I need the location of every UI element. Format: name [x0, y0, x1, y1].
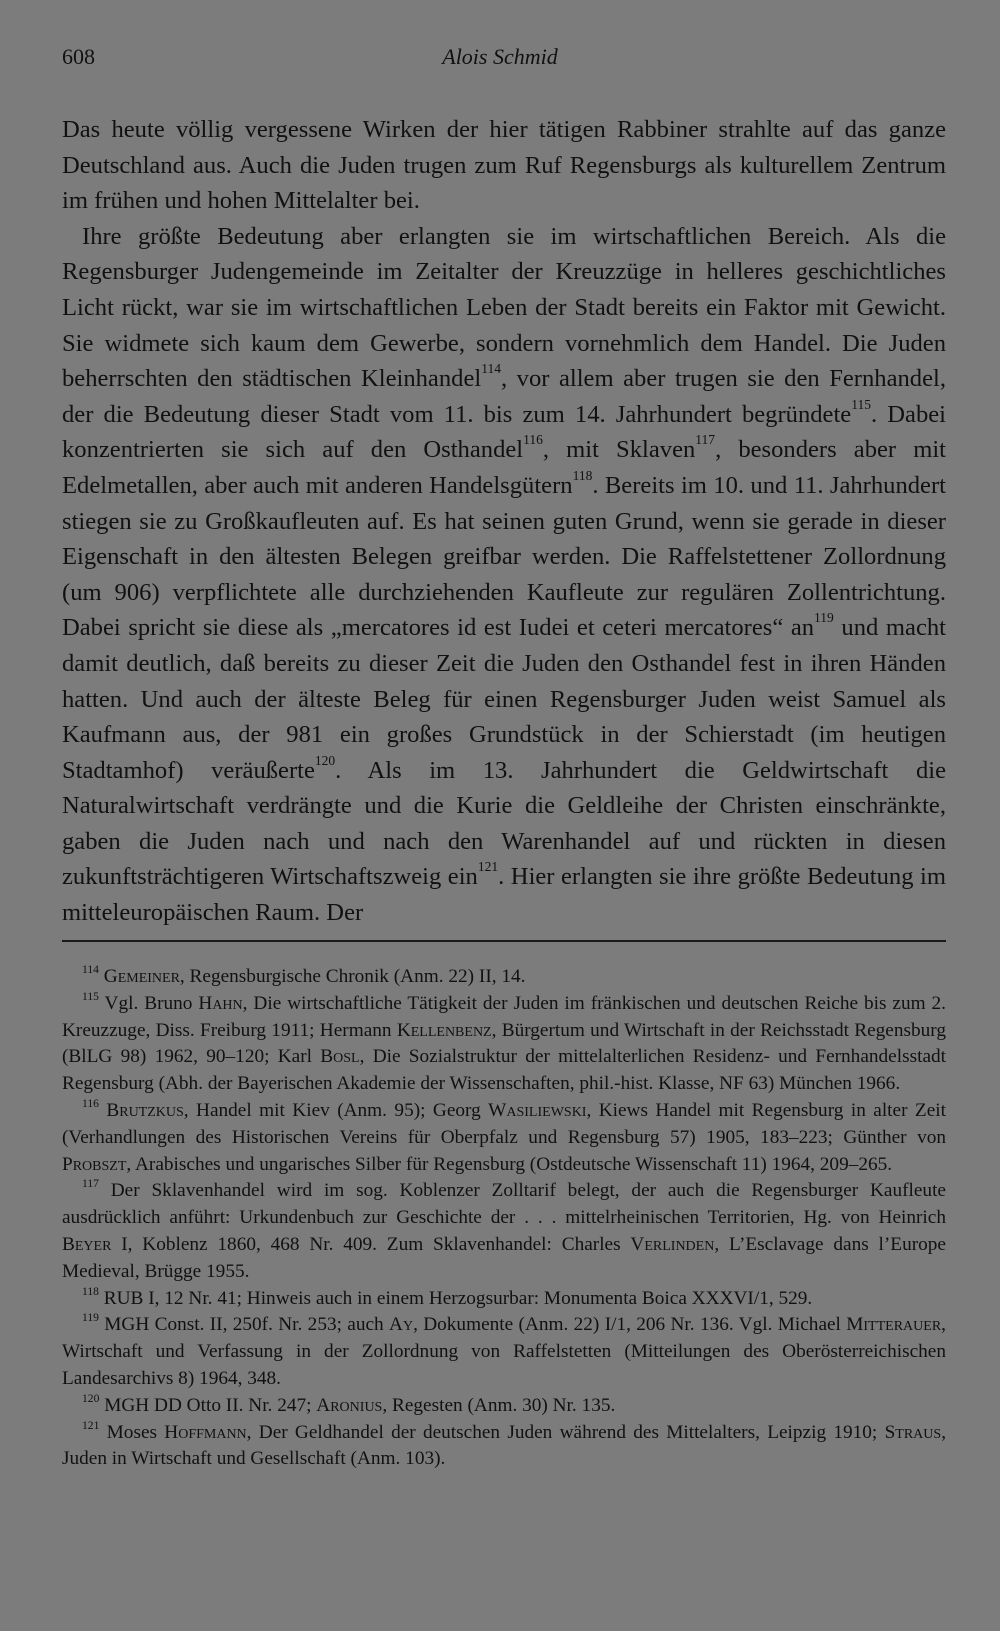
- text-run: , Regesten (Anm. 30) Nr. 135.: [382, 1394, 616, 1416]
- footnote: [62, 1178, 946, 1285]
- footnote-ref: 120: [314, 752, 336, 768]
- footnote: [62, 1098, 946, 1178]
- author-name: Ay: [389, 1314, 414, 1336]
- text-run: , Juden in Wirtschaft und Gesellschaft (Anm. 103).: [62, 1421, 947, 1470]
- text-run: , Wirtschaft und Verfassung in der Zollordnung von Raffelstetten (Mitteilungen des Oberösterreichischen Landesarchivs 8) 1964, 348.: [62, 1314, 946, 1389]
- author-name: Hoffmann: [164, 1421, 247, 1443]
- text-run: , Kiews Handel mit Regensburg in alter Zeit (Verhandlungen des Historischen Vereins für Oberpfalz und Regensburg 57) 1905, 183–223; Günther von: [62, 1099, 946, 1148]
- author-name: Probszt: [62, 1153, 127, 1175]
- footnote-number: 114: [82, 962, 99, 976]
- main-text: [62, 112, 946, 931]
- footnote-divider: [62, 940, 946, 942]
- footnotes: [62, 964, 946, 1473]
- footnote: [62, 1393, 946, 1420]
- footnote-number: 116: [82, 1096, 99, 1110]
- footnote: [62, 1420, 946, 1474]
- text-run: , vor allem aber trugen sie den Fernhandel, der die Bedeutung dieser Stadt vom 11. bis zum 14. Jahrhundert begründete: [62, 365, 946, 428]
- text-run: , L’Esclavage dans l’Europe Medieval, Brügge 1955.: [62, 1233, 946, 1282]
- body-paragraph: [62, 112, 946, 219]
- text-run: Moses: [106, 1421, 165, 1443]
- text-run: Ihre größte Bedeutung aber erlangten sie im wirtschaftlichen Bereich. Als die Regensburger Judengemeinde im Zeitalter der Kreuzzüge in helleres geschichtliches Licht rückt, war sie im wirtschaftlichen Leben der Stadt bereits ein Faktor mit Gewicht. Sie widmete sich kaum dem Gewerbe, sondern vornehmlich dem Handel. Die Juden beherrschten den städtischen Kleinhandel: [62, 222, 946, 393]
- text-run: , Handel mit Kiev (Anm. 95); Georg: [183, 1099, 489, 1121]
- author-name: Straus: [884, 1421, 942, 1443]
- footnote-ref: 118: [572, 468, 593, 484]
- footnote-number: 119: [82, 1311, 99, 1325]
- text-run: . Bereits im 10. und 11. Jahrhundert stiegen sie zu Großkaufleuten auf. Es hat seinen guten Grund, wenn sie gerade in dieser Eigenschaft in den ältesten Belegen greifbar werden. Die Raffelstettener Zollordnung (um 906) verpflichtete alle durchziehenden Kaufleute zur regulären Zollentrichtung. Dabei spricht sie diese als „mercatores id est Iudei et ceteri mercatores“ an: [62, 471, 946, 642]
- author-name: Wasiliewski: [488, 1099, 587, 1121]
- text-run: Der Sklavenhandel wird im sog. Koblenzer Zolltarif belegt, der auch die Regensburger Kaufleute ausdrücklich anführt: Urkundenbuch zur Geschichte der . . . mittelrheinischen Territorien, Hg. von Heinrich: [62, 1180, 946, 1229]
- footnote-ref: 114: [481, 361, 501, 377]
- text-run: , Regensburgische Chronik (Anm. 22) II, 14.: [179, 966, 526, 987]
- author-name: Aronius: [316, 1394, 383, 1416]
- text-run: MGH DD Otto II. Nr. 247;: [104, 1394, 317, 1416]
- text-run: Vgl. Bruno: [104, 992, 199, 1014]
- footnote: [62, 1312, 946, 1392]
- footnote-number: 118: [82, 1284, 99, 1298]
- footnote: [62, 964, 946, 991]
- footnote: [62, 1286, 946, 1313]
- author-name: Beyer: [62, 1233, 112, 1255]
- author-name: Gemeiner: [103, 966, 180, 987]
- footnote-number: 115: [82, 989, 99, 1003]
- running-title: Alois Schmid: [442, 44, 558, 69]
- footnote-number: 121: [82, 1418, 100, 1432]
- body-paragraph: [62, 219, 946, 931]
- text-run: und macht damit deutlich, daß bereits zu dieser Zeit die Juden den Osthandel fest in ihren Händen hatten. Und auch der älteste Beleg für einen Regensburger Juden weist Samuel als Kaufmann aus, der 981 ein großes Grundstück in der Schierstadt (im heutigen Stadtamhof) veräußerte: [62, 614, 946, 784]
- footnote: [62, 991, 946, 1098]
- text-run: . Hier erlangten sie ihre größte Bedeutung im mitteleuropäischen Raum. Der: [62, 863, 946, 927]
- footnote-number: 120: [82, 1391, 100, 1405]
- text-run: , mit Sklaven: [542, 436, 696, 464]
- text-run: RUB I, 12 Nr. 41; Hinweis auch in einem Herzogsurbar: Monumenta Boica XXXVI/1, 529.: [103, 1287, 813, 1309]
- footnote-ref: 115: [851, 396, 872, 412]
- footnote-number: 117: [82, 1177, 99, 1191]
- text-run: I, Koblenz 1860, 468 Nr. 409. Zum Sklavenhandel: Charles: [111, 1233, 631, 1255]
- text-run: , Die Sozialstruktur der mittelalterlichen Residenz- und Fernhandelsstadt Regensburg (Abh. der Bayerischen Akademie der Wissenschaften, phil.-hist. Klasse, NF 63) München 1966.: [62, 1046, 946, 1095]
- author-name: Mitterauer: [846, 1314, 942, 1336]
- author-name: Hahn: [198, 992, 243, 1014]
- author-name: Kellenbenz: [396, 1019, 492, 1041]
- author-name: Verlinden: [630, 1233, 715, 1255]
- author-name: Brutzkus: [106, 1099, 184, 1121]
- text-run: , Arabisches und ungarisches Silber für Regensburg (Ostdeutsche Wissenschaft 11) 1964, 209–265.: [126, 1153, 893, 1175]
- footnote-ref: 119: [814, 610, 834, 626]
- footnote-ref: 117: [695, 432, 716, 448]
- text-run: . Dabei konzentrierten sie sich auf den Osthandel: [62, 400, 946, 464]
- footnote-ref: 116: [523, 432, 543, 448]
- text-run: Das heute völlig vergessene Wirken der hier tätigen Rabbiner strahlte auf das ganze Deutschland aus. Auch die Juden trugen zum Ruf Regensburgs als kulturellem Zentrum im frühen und hohen Mittelalter bei.: [62, 116, 946, 215]
- text-run: . Als im 13. Jahrhundert die Geldwirtschaft die Naturalwirtschaft verdrängte und die Kurie die Geldleihe der Christen einschränkte, gaben die Juden nach und nach den Warenhandel auf und rückten in diesen zukunftsträchtigeren Wirtschaftszweig ein: [62, 756, 946, 891]
- footnote-ref: 121: [477, 859, 499, 875]
- page-number: 608: [62, 44, 95, 69]
- text-run: , besonders aber mit Edelmetallen, aber auch mit anderen Handelsgütern: [62, 436, 947, 499]
- text-run: , Die wirtschaftliche Tätigkeit der Juden im fränkischen und deutschen Reiche bis zum 2. Kreuzzuge, Diss. Freiburg 1911; Hermann: [62, 992, 947, 1041]
- text-run: , Der Geldhandel der deutschen Juden während des Mittelalters, Leipzig 1910;: [246, 1421, 885, 1443]
- author-name: Bosl: [320, 1046, 360, 1068]
- text-run: MGH Const. II, 250f. Nr. 253; auch: [104, 1314, 390, 1336]
- text-run: , Bürgertum und Wirtschaft in der Reichsstadt Regensburg (BlLG 98) 1962, 90–120; Karl: [62, 1019, 946, 1068]
- text-run: , Dokumente (Anm. 22) I/1, 206 Nr. 136. Vgl. Michael: [413, 1314, 847, 1336]
